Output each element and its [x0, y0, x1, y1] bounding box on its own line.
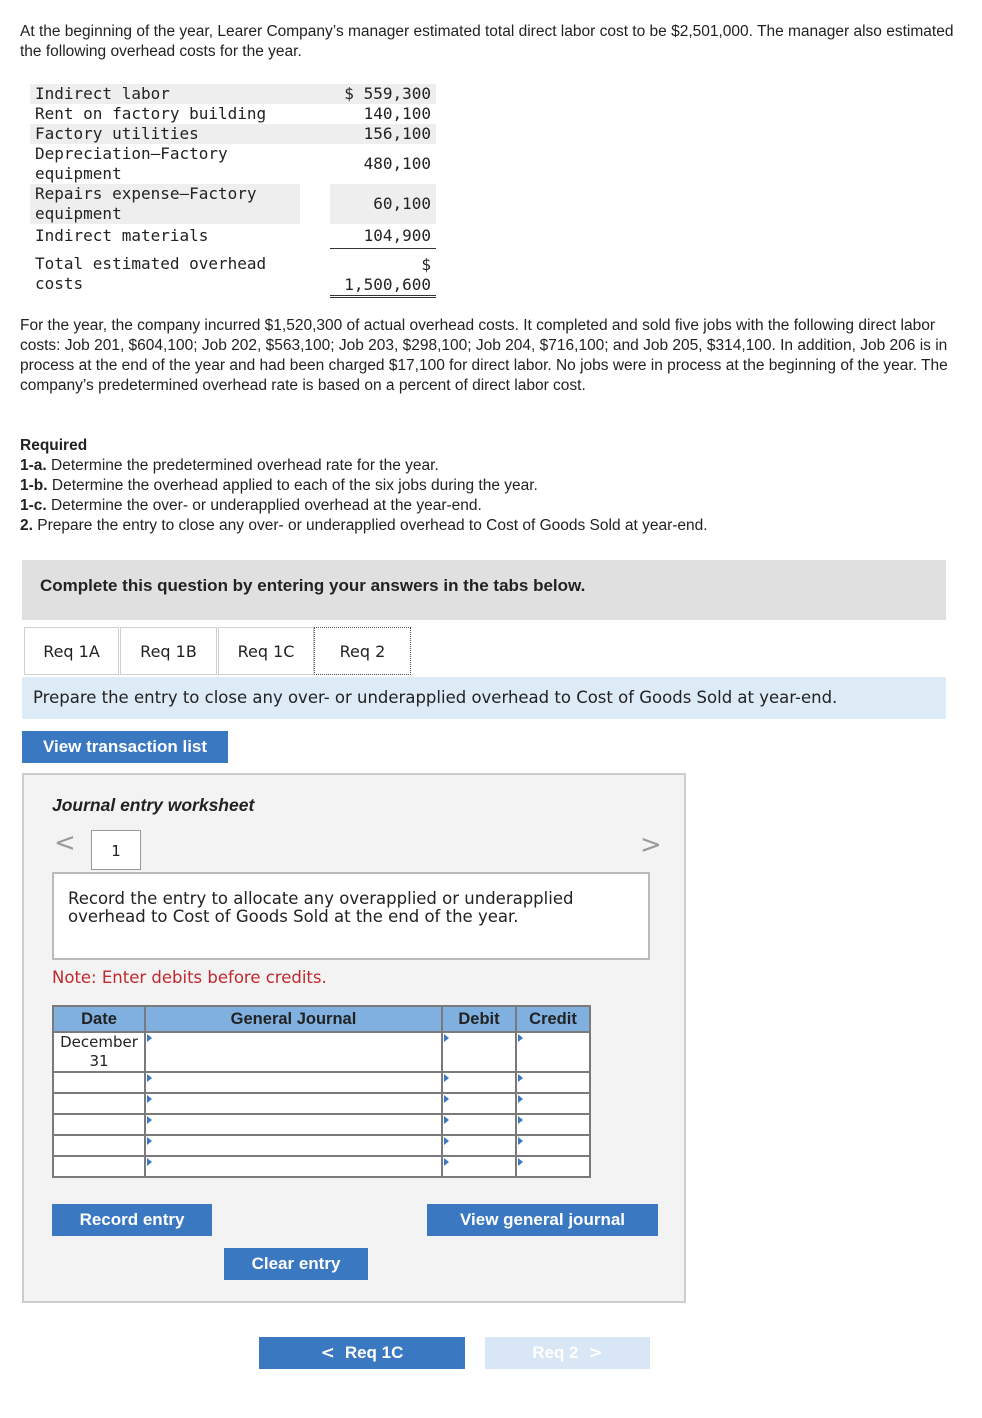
required-num: 2.	[20, 517, 33, 534]
date-cell[interactable]: December 31	[53, 1032, 145, 1072]
journal-row	[53, 1072, 590, 1093]
overhead-amount: 480,100	[363, 154, 431, 173]
overhead-label: Indirect materials	[35, 226, 209, 245]
intro-text: At the beginning of the year, Learer Company’s manager estimated total direct labor cost to be $2,501,000. The manager also estimated the following overhead costs for the year.	[20, 23, 954, 60]
required-section	[20, 436, 960, 536]
date-cell[interactable]	[53, 1114, 145, 1135]
overhead-total-label: Total estimated overhead costs	[35, 254, 267, 293]
overhead-row	[30, 144, 436, 184]
overhead-total-amount	[330, 248, 436, 296]
account-input[interactable]	[145, 1093, 442, 1114]
credit-input[interactable]	[516, 1114, 590, 1135]
overhead-row	[30, 124, 436, 144]
entry-description: Record the entry to allocate any overapplied or underapplied overhead to Cost of Goods Sold at the end of the year.	[68, 889, 574, 926]
overhead-amount: 60,100	[330, 184, 436, 224]
overhead-row	[30, 184, 436, 224]
journal-row	[53, 1093, 590, 1114]
view-general-journal-button[interactable]: View general journal	[427, 1204, 658, 1236]
credit-input[interactable]	[516, 1072, 590, 1093]
view-transaction-list-button[interactable]: View transaction list	[22, 731, 228, 763]
overhead-label: Repairs expense—Factory equipment	[30, 184, 300, 224]
required-text: Determine the over- or underapplied overhead at the year-end.	[51, 497, 482, 514]
prompt-text: Prepare the entry to close any over- or underapplied overhead to Cost of Goods Sold at year-end.	[33, 688, 838, 707]
overhead-amount: 156,100	[330, 124, 436, 144]
journal-row	[53, 1156, 590, 1177]
chevron-right-icon[interactable]: >	[640, 830, 662, 860]
journal-row	[53, 1114, 590, 1135]
date-cell[interactable]	[53, 1072, 145, 1093]
col-credit: Credit	[516, 1006, 590, 1032]
required-num: 1-a.	[20, 457, 47, 474]
date-cell[interactable]	[53, 1093, 145, 1114]
credit-input[interactable]	[516, 1032, 590, 1072]
required-item	[20, 476, 960, 496]
debit-input[interactable]	[442, 1032, 516, 1072]
journal-header-row	[53, 1006, 590, 1032]
overhead-label: Factory utilities	[30, 124, 330, 144]
credit-input[interactable]	[516, 1093, 590, 1114]
col-debit: Debit	[442, 1006, 516, 1032]
account-input[interactable]	[145, 1114, 442, 1135]
overhead-amount: $ 559,300	[330, 84, 436, 104]
debit-input[interactable]	[442, 1135, 516, 1156]
tab-req-1c[interactable]: Req 1C	[218, 627, 314, 675]
prev-req-label: Req 1C	[344, 1343, 404, 1362]
worksheet-title: Journal entry worksheet	[52, 795, 255, 815]
next-req-label: Req 2	[532, 1343, 579, 1362]
required-text: Determine the predetermined overhead rate for the year.	[51, 457, 439, 474]
date-cell[interactable]	[53, 1156, 145, 1177]
overhead-row	[30, 84, 436, 104]
problem-paragraph: For the year, the company incurred $1,520,300 of actual overhead costs. It completed and sold five jobs with the following direct labor costs: Job 201, $604,100; Job 202, $563,100; Job 203, $298,100; Job 204, $716,100; and Job 205, $314,100. In addition, Job 206 is in process at the end of the year and had been charged $17,100 for direct labor. No jobs were in process at the beginning of the year. The company’s predetermined overhead rate is based on a percent of direct labor cost.	[20, 317, 948, 394]
entry-number-tab[interactable]: 1	[91, 830, 141, 870]
required-item	[20, 456, 960, 476]
account-input[interactable]	[145, 1156, 442, 1177]
journal-table	[52, 1005, 591, 1178]
debit-input[interactable]	[442, 1072, 516, 1093]
col-date: Date	[53, 1006, 145, 1032]
instruction-banner	[22, 560, 946, 620]
credit-input[interactable]	[516, 1156, 590, 1177]
overhead-row	[30, 104, 436, 124]
date-cell[interactable]	[53, 1135, 145, 1156]
required-heading: Required	[20, 437, 88, 454]
overhead-row	[30, 224, 436, 248]
required-text: Prepare the entry to close any over- or underapplied overhead to Cost of Goods Sold at year-end.	[37, 517, 708, 534]
required-num: 1-b.	[20, 477, 48, 494]
journal-row	[53, 1135, 590, 1156]
debit-input[interactable]	[442, 1093, 516, 1114]
chevron-left-icon: <	[320, 1343, 335, 1363]
overhead-total-row	[30, 248, 436, 296]
col-general-journal: General Journal	[145, 1006, 442, 1032]
tab-req-1b[interactable]: Req 1B	[120, 627, 217, 675]
overhead-amount: 104,900	[330, 224, 436, 248]
chevron-right-icon: >	[588, 1343, 603, 1363]
overhead-table	[30, 84, 436, 298]
overhead-total-dollar: $	[421, 254, 431, 274]
clear-entry-button[interactable]: Clear entry	[224, 1248, 368, 1280]
next-req-button[interactable]	[485, 1337, 650, 1369]
entry-description-box	[52, 872, 650, 960]
required-num: 1-c.	[20, 497, 47, 514]
debit-input[interactable]	[442, 1156, 516, 1177]
banner-text: Complete this question by entering your answers in the tabs below.	[40, 576, 586, 595]
required-item	[20, 496, 960, 516]
tab-req-2[interactable]: Req 2	[314, 627, 411, 675]
account-input[interactable]	[145, 1032, 442, 1072]
prev-req-button[interactable]	[259, 1337, 465, 1369]
account-input[interactable]	[145, 1072, 442, 1093]
overhead-amount: 140,100	[363, 104, 431, 123]
overhead-label: Indirect labor	[30, 84, 330, 104]
required-item	[20, 516, 960, 536]
debit-input[interactable]	[442, 1114, 516, 1135]
note-text: Note: Enter debits before credits.	[52, 968, 327, 987]
credit-input[interactable]	[516, 1135, 590, 1156]
journal-row	[53, 1032, 590, 1072]
tab-req-1a[interactable]: Req 1A	[24, 627, 119, 675]
chevron-left-icon[interactable]: <	[54, 828, 76, 858]
tab-prompt	[22, 677, 946, 719]
overhead-total-value: 1,500,600	[344, 274, 431, 294]
overhead-label: Depreciation—Factory equipment	[35, 144, 228, 183]
overhead-label: Rent on factory building	[35, 104, 267, 123]
required-text: Determine the overhead applied to each of the six jobs during the year.	[51, 477, 538, 494]
record-entry-button[interactable]: Record entry	[52, 1204, 212, 1236]
account-input[interactable]	[145, 1135, 442, 1156]
